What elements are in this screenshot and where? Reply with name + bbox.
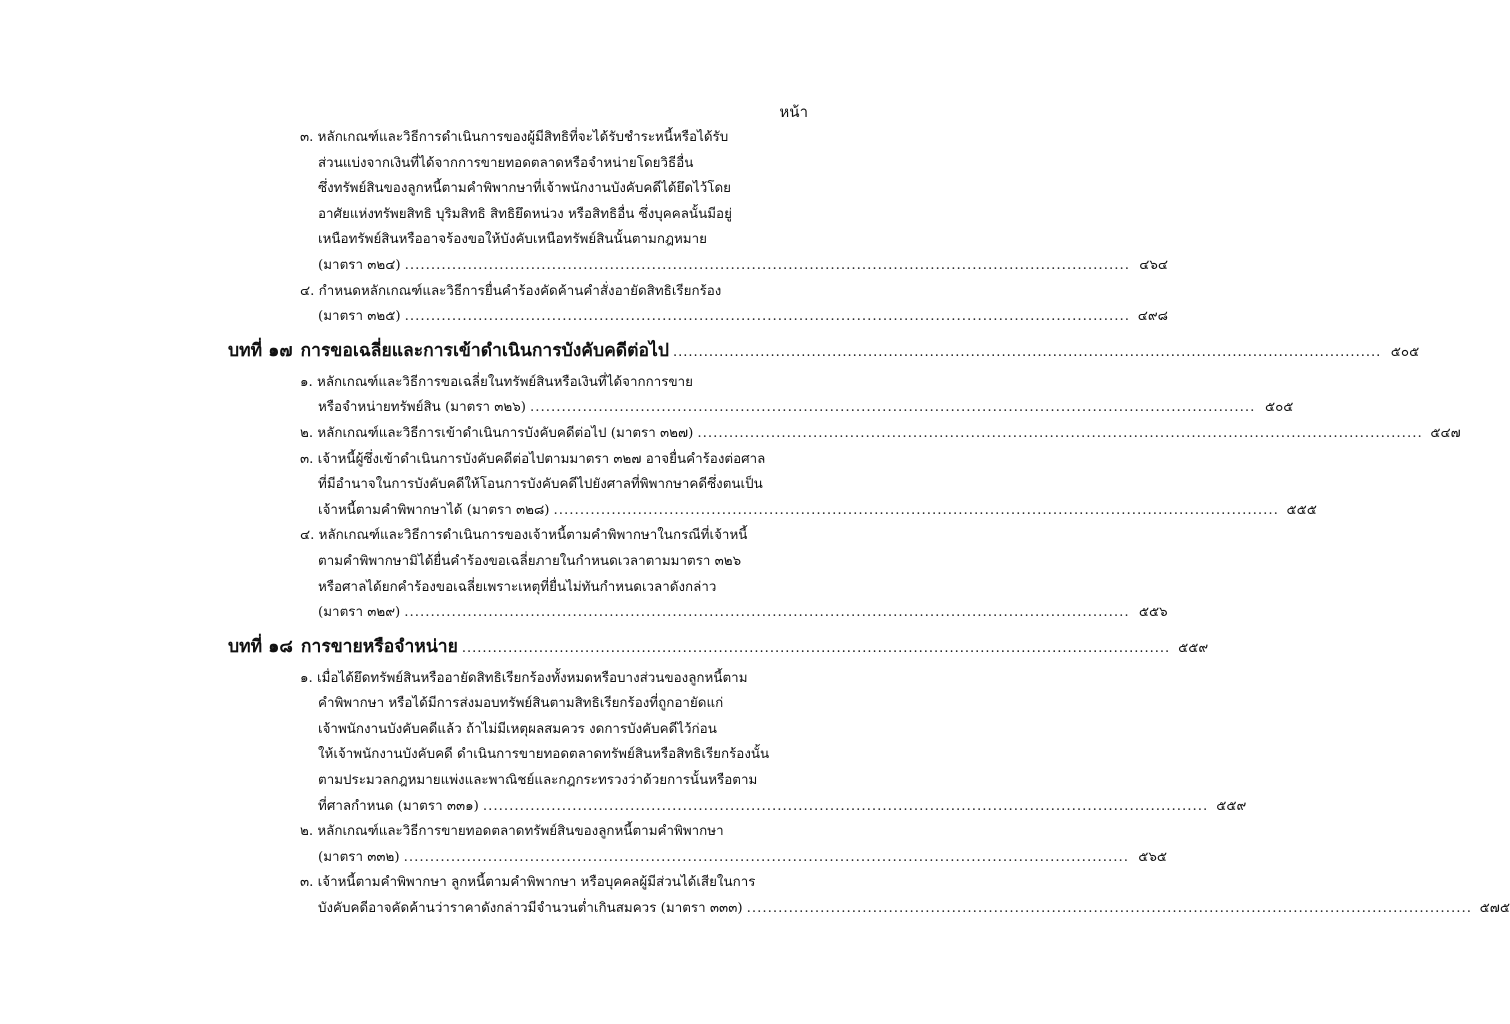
page-number: ๕๗๕ (1479, 901, 1510, 917)
toc-entry-text: ที่มีอำนาจในการบังคับคดีให้โอนการบังคับคดีไปยังศาลที่พิพากษาคดีซึ่งตนเป็น (318, 477, 763, 493)
toc-entry-text: ๔. หลักเกณฑ์และวิธีการดำเนินการของเจ้าหนี้ตามคำพิพากษาในกรณีที่เจ้าหนี้ (300, 528, 748, 544)
dot-leader: .......................................................................................................................................... (672, 344, 1382, 360)
page-number: ๕๐๕ (1390, 344, 1420, 360)
toc-entry-final-line (228, 253, 1168, 279)
toc-entry-text: เจ้าพนักงานบังคับคดีแล้ว ถ้าไม่มีเหตุผลสมควร งดการบังคับคดีไว้ก่อน (318, 721, 717, 737)
toc-entry-text: ซึ่งทรัพย์สินของลูกหนี้ตามคำพิพากษาที่เจ้าพนักงานบังคับคดีได้ยึดไว้โดย (318, 181, 731, 197)
dot-leader: .......................................................................................................................................... (530, 400, 1256, 416)
toc-entry-text: ตามคำพิพากษามิได้ยื่นคำร้องขอเฉลี่ยภายในกำหนดเวลาตามมาตรา ๓๒๖ (318, 553, 742, 569)
toc-entry-text: (มาตรา ๓๒๕) (318, 309, 401, 325)
page-number: ๔๙๘ (1137, 309, 1168, 325)
toc-entry-final-line (228, 845, 1167, 871)
page-column-label: หน้า (779, 103, 808, 121)
toc-entry-text: บังคับคดีอาจคัดค้านว่าราคาดังกล่าวมีจำนวนต่ำเกินสมควร (มาตรา ๓๓๓) (318, 901, 743, 917)
toc-entry-text: ๓. เจ้าหนี้ผู้ซึ่งเข้าดำเนินการบังคับคดีต่อไปตามมาตรา ๓๒๗ อาจยื่นคำร้องต่อศาล (300, 451, 766, 467)
chapter-label: บทที่ ๑๗ (228, 340, 293, 361)
toc-entry-final-line (228, 600, 1168, 626)
toc-entry-text: อาศัยแห่งทรัพยสิทธิ บุริมสิทธิ สิทธิยึดหน่วง หรือสิทธิอื่น ซึ่งบุคคลนั้นมีอยู่ (318, 206, 732, 222)
toc-entry-text: ที่ศาลกำหนด (มาตรา ๓๓๑) (318, 798, 479, 814)
toc-entry-text: เจ้าหนี้ตามคำพิพากษาได้ (มาตรา ๓๒๘) (318, 502, 550, 518)
dot-leader: .......................................................................................................................................... (404, 257, 1130, 273)
toc-entry-final-line (228, 498, 1317, 524)
dot-leader: .......................................................................................................................................... (403, 849, 1129, 865)
toc-entry-text: คำพิพากษา หรือได้มีการส่งมอบทรัพย์สินตามสิทธิเรียกร้องที่ถูกอายัดแก่ (318, 696, 724, 712)
toc-entry (228, 370, 1294, 421)
toc-entry-text: ๓. หลักเกณฑ์และวิธีการดำเนินการของผู้มีสิทธิที่จะได้รับชำระหนี้หรือได้รับ (300, 130, 729, 145)
table-of-contents (228, 125, 1510, 922)
toc-entry (228, 666, 1247, 820)
toc-entry-text: เหนือทรัพย์สินหรืออาจร้องขอให้บังคับเหนือทรัพย์สินนั้นตามกฎหมาย (318, 232, 708, 248)
chapter-heading (228, 632, 1209, 664)
toc-entry (228, 279, 1168, 330)
toc-entry-final-line (228, 421, 1461, 447)
toc-entry-final-line (228, 304, 1168, 330)
page-number: ๕๖๕ (1138, 849, 1167, 865)
dot-leader: .......................................................................................................................................... (482, 798, 1209, 814)
toc-entry-text: ๒. หลักเกณฑ์และวิธีการขายทอดตลาดทรัพย์สินของลูกหนี้ตามคำพิพากษา (300, 824, 724, 840)
toc-entry-text: ตามประมวลกฎหมายแพ่งและพาณิชย์และกฎกระทรวงว่าด้วยการนั้นหรือตาม (318, 773, 758, 789)
toc-entry (228, 447, 1317, 524)
dot-leader: .......................................................................................................................................... (404, 309, 1130, 325)
toc-entry-final-line (228, 794, 1247, 820)
chapter-heading (228, 336, 1420, 368)
chapter-title: การขายหรือจำหน่าย (300, 636, 458, 657)
toc-entry-text: (มาตรา ๓๒๙) (318, 605, 401, 621)
toc-entry-text: ๒. หลักเกณฑ์และวิธีการเข้าดำเนินการบังคับคดีต่อไป (มาตรา ๓๒๗) (300, 425, 694, 441)
toc-entry (228, 870, 1510, 921)
toc-entry-text: ๑. หลักเกณฑ์และวิธีการขอเฉลี่ยในทรัพย์สินหรือเงินที่ได้จากการขาย (300, 374, 693, 390)
toc-entry (228, 819, 1167, 870)
page-number: ๔๖๔ (1139, 257, 1168, 273)
page-number: ๕๕๕ (1286, 502, 1317, 518)
toc-entry-text: (มาตรา ๓๓๒) (318, 849, 400, 865)
toc-entry-text: ๔. กำหนดหลักเกณฑ์และวิธีการยื่นคำร้องคัดค้านคำสั่งอายัดสิทธิเรียกร้อง (300, 283, 722, 299)
dot-leader: .......................................................................................................................................... (553, 502, 1279, 518)
page-number: ๕๕๖ (1138, 605, 1168, 621)
page-number: ๕๔๗ (1430, 425, 1461, 441)
toc-entry (228, 125, 1168, 279)
toc-entry (228, 523, 1168, 625)
chapter-title: การขอเฉลี่ยและการเข้าดำเนินการบังคับคดีต่อไป (300, 340, 669, 361)
toc-entry-text: ส่วนแบ่งจากเงินที่ได้จากการขายทอดตลาดหรือจำหน่ายโดยวิธีอื่น (318, 155, 694, 171)
page-number: ๕๕๙ (1178, 640, 1209, 656)
page-number: ๕๕๙ (1216, 798, 1247, 814)
chapter-label: บทที่ ๑๘ (228, 636, 293, 657)
page-number: ๕๐๕ (1264, 400, 1294, 416)
dot-leader: .......................................................................................................................................... (404, 605, 1130, 621)
toc-entry-final-line (228, 896, 1510, 922)
toc-entry-text: ๓. เจ้าหนี้ตามคำพิพากษา ลูกหนี้ตามคำพิพากษา หรือบุคคลผู้มีส่วนได้เสียในการ (300, 875, 756, 891)
toc-entry-text: (มาตรา ๓๒๔) (318, 257, 401, 273)
toc-entry-text: หรือจำหน่ายทรัพย์สิน (มาตรา ๓๒๖) (318, 400, 526, 416)
toc-entry-text: ให้เจ้าพนักงานบังคับคดี ดำเนินการขายทอดตลาดทรัพย์สินหรือสิทธิเรียกร้องนั้น (318, 747, 770, 763)
toc-entry-final-line (228, 395, 1294, 421)
dot-leader: .......................................................................................................................................... (697, 425, 1423, 441)
dot-leader: .......................................................................................................................................... (461, 640, 1171, 656)
toc-entry-text: หรือศาลได้ยกคำร้องขอเฉลี่ยเพราะเหตุที่ยื่นไม่ทันกำหนดเวลาดังกล่าว (318, 579, 717, 595)
toc-entry-text: ๑. เมื่อได้ยึดทรัพย์สินหรืออายัดสิทธิเรียกร้องทั้งหมดหรือบางส่วนของลูกหนี้ตาม (300, 670, 748, 686)
toc-entry (228, 421, 1461, 447)
dot-leader: .......................................................................................................................................... (746, 901, 1472, 917)
